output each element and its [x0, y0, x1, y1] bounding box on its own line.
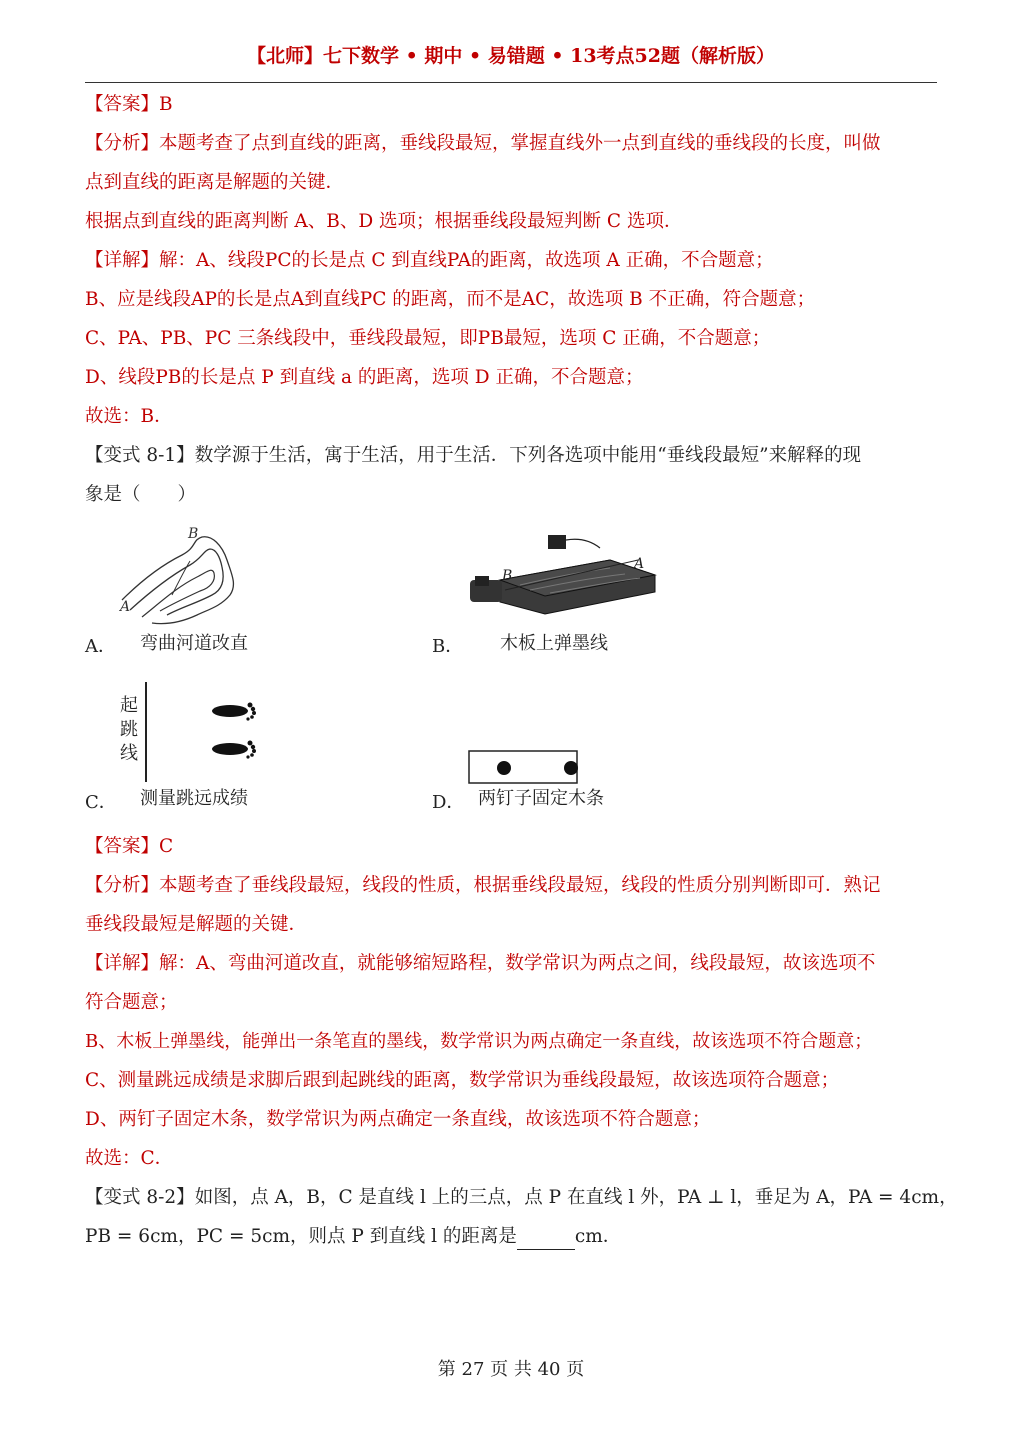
detail-tag: 【详解】 [85, 953, 160, 974]
river-figure [112, 525, 247, 630]
q2-answer [85, 834, 945, 860]
stem-text: PB = 6cm，PC = 5cm，则点 P 到直线 l 的距离是 [85, 1226, 517, 1247]
q2-detail-4: C、测量跳远成绩是求脚后跟到起跳线的距离，数学常识为垂线段最短，故该选项符合题意； [85, 1070, 840, 1091]
takeoff-line-char-1: 起 [120, 695, 138, 716]
nail-icon [564, 761, 578, 775]
detail-text: 解：A、弯曲河道改直，就能够缩短路程，数学常识为两点之间，线段最短，故该选项不 [159, 953, 876, 974]
takeoff-line-char-2: 跳 [120, 719, 138, 740]
river-label-b: B [188, 526, 199, 542]
analysis-text: 本题考查了点到直线的距离，垂线段最短，掌握直线外一点到直线的垂线段的长度，叫做 [159, 133, 881, 154]
page-header [85, 38, 937, 83]
answer-tag: 【答案】 [85, 836, 160, 857]
q2-stem-2: 象是（ ） [85, 484, 197, 505]
q2-choose: 故选：C． [85, 1148, 174, 1169]
takeoff-line-char-3: 线 [120, 743, 138, 764]
board-figure [460, 530, 660, 620]
option-a-letter: A． [85, 636, 116, 657]
analysis-text: 本题考查了垂线段最短，线段的性质，根据垂线段最短，线段的性质分别判断即可．熟记 [159, 875, 881, 896]
detail-text: 解：A、线段PC的长是点 C 到直线PA的距离，故选项 A 正确，不合题意； [159, 250, 774, 271]
analysis-tag: 【分析】 [85, 133, 160, 154]
option-a-caption: 弯曲河道改直 [140, 633, 248, 654]
q2-detail-3: B、木板上弹墨线，能弹出一条笔直的墨线，数学常识为两点确定一条直线，故该选项不符合题意； [85, 1031, 873, 1052]
footprint-icon [212, 703, 256, 721]
q2-detail-2: 符合题意； [85, 992, 178, 1013]
board-label-b: B [502, 568, 513, 584]
q3-stem-2 [85, 1224, 945, 1250]
stem-text: 如图，点 A，B，C 是直线 l 上的三点，点 P 在直线 l 外，PA ⊥ l，垂足为 A，PA = 4cm， [194, 1187, 958, 1208]
q2-detail-5: D、两钉子固定木条，数学常识为两点确定一条直线，故该选项不符合题意； [85, 1109, 711, 1130]
answer-tag: 【答案】 [85, 94, 160, 115]
q2-detail-1 [85, 951, 945, 977]
option-d-letter: D． [432, 792, 465, 813]
q1-analysis-1 [85, 131, 945, 157]
q1-detail-1 [85, 248, 945, 274]
variant-tag: 【变式 8-1】 [85, 445, 195, 466]
variant-tag: 【变式 8-2】 [85, 1187, 195, 1208]
option-d-caption: 两钉子固定木条 [478, 788, 604, 809]
q1-answer [85, 92, 945, 118]
q1-detail-2: B、应是线段AP的长是点A到直线PC 的距离，而不是AC，故选项 B 不正确，符合题意； [85, 289, 816, 310]
q3-stem-1 [85, 1185, 958, 1211]
answer-value: C [159, 836, 174, 857]
q2-analysis-2: 垂线段最短是解题的关键． [85, 914, 308, 935]
analysis-tag: 【分析】 [85, 875, 160, 896]
option-b-caption: 木板上弹墨线 [500, 633, 608, 654]
nail-icon [497, 761, 511, 775]
wood-strip-figure [468, 750, 580, 786]
stem-unit: cm． [574, 1226, 622, 1247]
header-title: 【北师】七下数学 • 期中 • 易错题 • 13考点52题（解析版） [246, 45, 775, 67]
detail-tag: 【详解】 [85, 250, 160, 271]
page-footer [0, 1355, 1022, 1381]
q1-analysis-3: 根据点到直线的距离判断 A、B、D 选项；根据垂线段最短判断 C 选项． [85, 211, 683, 232]
footprints-figure [140, 682, 270, 782]
q1-analysis-2: 点到直线的距离是解题的关键． [85, 172, 345, 193]
board-label-a: A [634, 556, 645, 572]
stem-text: 数学源于生活，寓于生活，用于生活．下列各选项中能用“垂线段最短”来解释的现 [194, 445, 862, 466]
option-c-letter: C． [85, 792, 117, 813]
river-label-a: A [120, 599, 131, 615]
answer-value: B [159, 94, 173, 115]
q2-stem-1 [85, 443, 945, 469]
q1-detail-3: C、PA、PB、PC 三条线段中，垂线段最短，即PB最短，选项 C 正确，不合题意； [85, 328, 771, 349]
page-number: 第 27 页 共 40 页 [437, 1359, 585, 1380]
footprint-icon [212, 741, 256, 759]
q1-detail-4: D、线段PB的长是点 P 到直线 a 的距离，选项 D 正确，不合题意； [85, 367, 644, 388]
option-b-letter: B． [432, 636, 464, 657]
option-c-caption: 测量跳远成绩 [140, 788, 248, 809]
q1-choose: 故选：B． [85, 406, 173, 427]
q2-analysis-1 [85, 873, 945, 899]
answer-blank[interactable] [517, 1229, 575, 1250]
